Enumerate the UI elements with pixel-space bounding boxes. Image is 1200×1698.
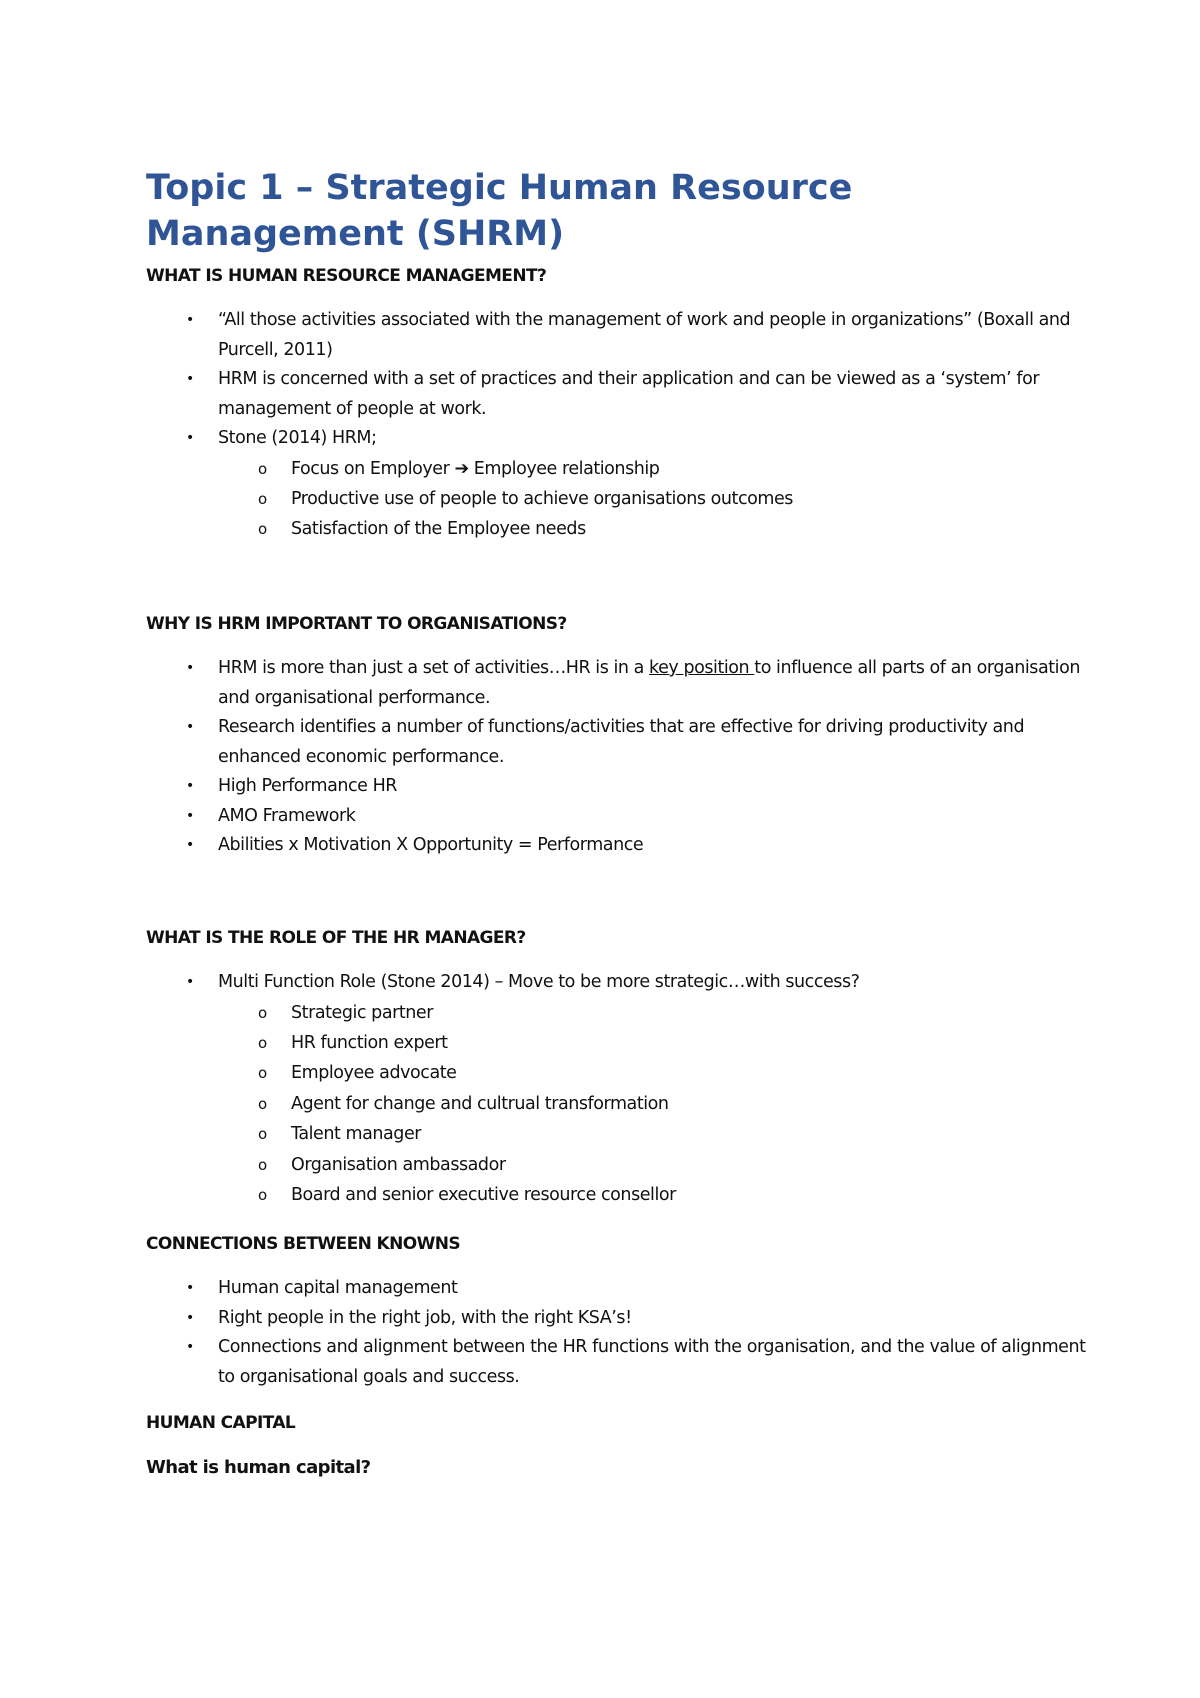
circle-bullet-icon: o <box>258 1003 267 1022</box>
bullet-icon: • <box>186 974 194 990</box>
sub-list-item: o Satisfaction of the Employee needs <box>0 514 1091 544</box>
bullet-icon: • <box>186 778 194 794</box>
subheading-what-is-human-capital: What is human capital? <box>146 1457 371 1478</box>
sub-list-item: o Talent manager <box>0 1119 1091 1149</box>
sub-list-item: o Focus on Employer ➔ Employee relationship <box>0 454 1091 484</box>
sub-list-item: o Board and senior executive resource consellor <box>0 1180 1091 1210</box>
sub-list-item: o Organisation ambassador <box>0 1150 1091 1180</box>
list-item: • HRM is more than just a set of activities…HR is in a key position to influence all parts of an organisation and organisational performance. <box>0 654 1088 713</box>
sub-list-item: o HR function expert <box>0 1028 1091 1058</box>
bullet-icon: • <box>186 807 194 824</box>
sub-list-item: o Employee advocate <box>0 1058 1091 1088</box>
list-item: • Right people in the right job, with the right KSA’s! <box>0 1304 1088 1334</box>
list-item: • “All those activities associated with the management of work and people in organizations” (Boxall and Purcell, 2011) <box>0 306 1088 365</box>
circle-bullet-icon: o <box>258 1094 267 1113</box>
bullet-icon: • <box>186 719 194 735</box>
list-item: • High Performance HR <box>0 772 1088 802</box>
what-is-hrm-list <box>0 306 1200 545</box>
circle-bullet-icon: o <box>258 1185 267 1204</box>
list-item: • Human capital management <box>0 1274 1088 1304</box>
bullet-icon: • <box>186 1280 194 1296</box>
sub-list-item: o Agent for change and cultrual transformation <box>0 1089 1091 1119</box>
bullet-icon: • <box>186 660 194 676</box>
section-heading-human-capital: HUMAN CAPITAL <box>146 1413 296 1433</box>
underlined-phrase: key position <box>649 658 755 678</box>
section-heading-what-is-hrm: WHAT IS HUMAN RESOURCE MANAGEMENT? <box>146 266 547 286</box>
list-item: • HRM is concerned with a set of practices and their application and can be viewed as a ‘system’ for management of people at work. <box>0 365 1088 424</box>
bullet-icon: • <box>186 1309 194 1326</box>
circle-bullet-icon: o <box>258 1125 267 1144</box>
list-item: • Multi Function Role (Stone 2014) – Move to be more strategic…with success? <box>0 968 1088 998</box>
circle-bullet-icon: o <box>258 1033 267 1052</box>
arrow-right-icon: ➔ <box>454 458 469 479</box>
section-heading-why-hrm-important: WHY IS HRM IMPORTANT TO ORGANISATIONS? <box>146 614 567 634</box>
list-item: • Connections and alignment between the HR functions with the organisation, and the value of alignment to organisational goals and success. <box>0 1333 1088 1392</box>
circle-bullet-icon: o <box>258 489 267 508</box>
section-heading-connections: CONNECTIONS BETWEEN KNOWNS <box>146 1234 460 1254</box>
bullet-icon: • <box>186 371 194 387</box>
circle-bullet-icon: o <box>258 459 267 478</box>
role-of-hr-manager-list <box>0 968 1200 1210</box>
bullet-icon: • <box>186 837 194 853</box>
list-item: • Abilities x Motivation X Opportunity = Performance <box>0 831 1088 861</box>
bullet-icon: • <box>186 312 194 328</box>
circle-bullet-icon: o <box>258 520 267 539</box>
circle-bullet-icon: o <box>258 1064 267 1083</box>
circle-bullet-icon: o <box>258 1155 267 1174</box>
connections-list <box>0 1274 1200 1392</box>
sub-list-item: o Productive use of people to achieve organisations outcomes <box>0 484 1091 514</box>
why-hrm-important-list <box>0 654 1200 861</box>
page-title: Topic 1 – Strategic Human Resource Management (SHRM) <box>146 168 853 254</box>
bullet-icon: • <box>186 430 194 446</box>
list-item: • AMO Framework <box>0 802 1088 832</box>
bullet-icon: • <box>186 1339 194 1355</box>
list-item: • Research identifies a number of functions/activities that are effective for driving productivity and enhanced economic performance. <box>0 713 1088 772</box>
list-item: • Stone (2014) HRM; <box>0 424 1088 454</box>
section-heading-role-of-hr-manager: WHAT IS THE ROLE OF THE HR MANAGER? <box>146 928 526 948</box>
sub-list-item: o Strategic partner <box>0 998 1091 1028</box>
